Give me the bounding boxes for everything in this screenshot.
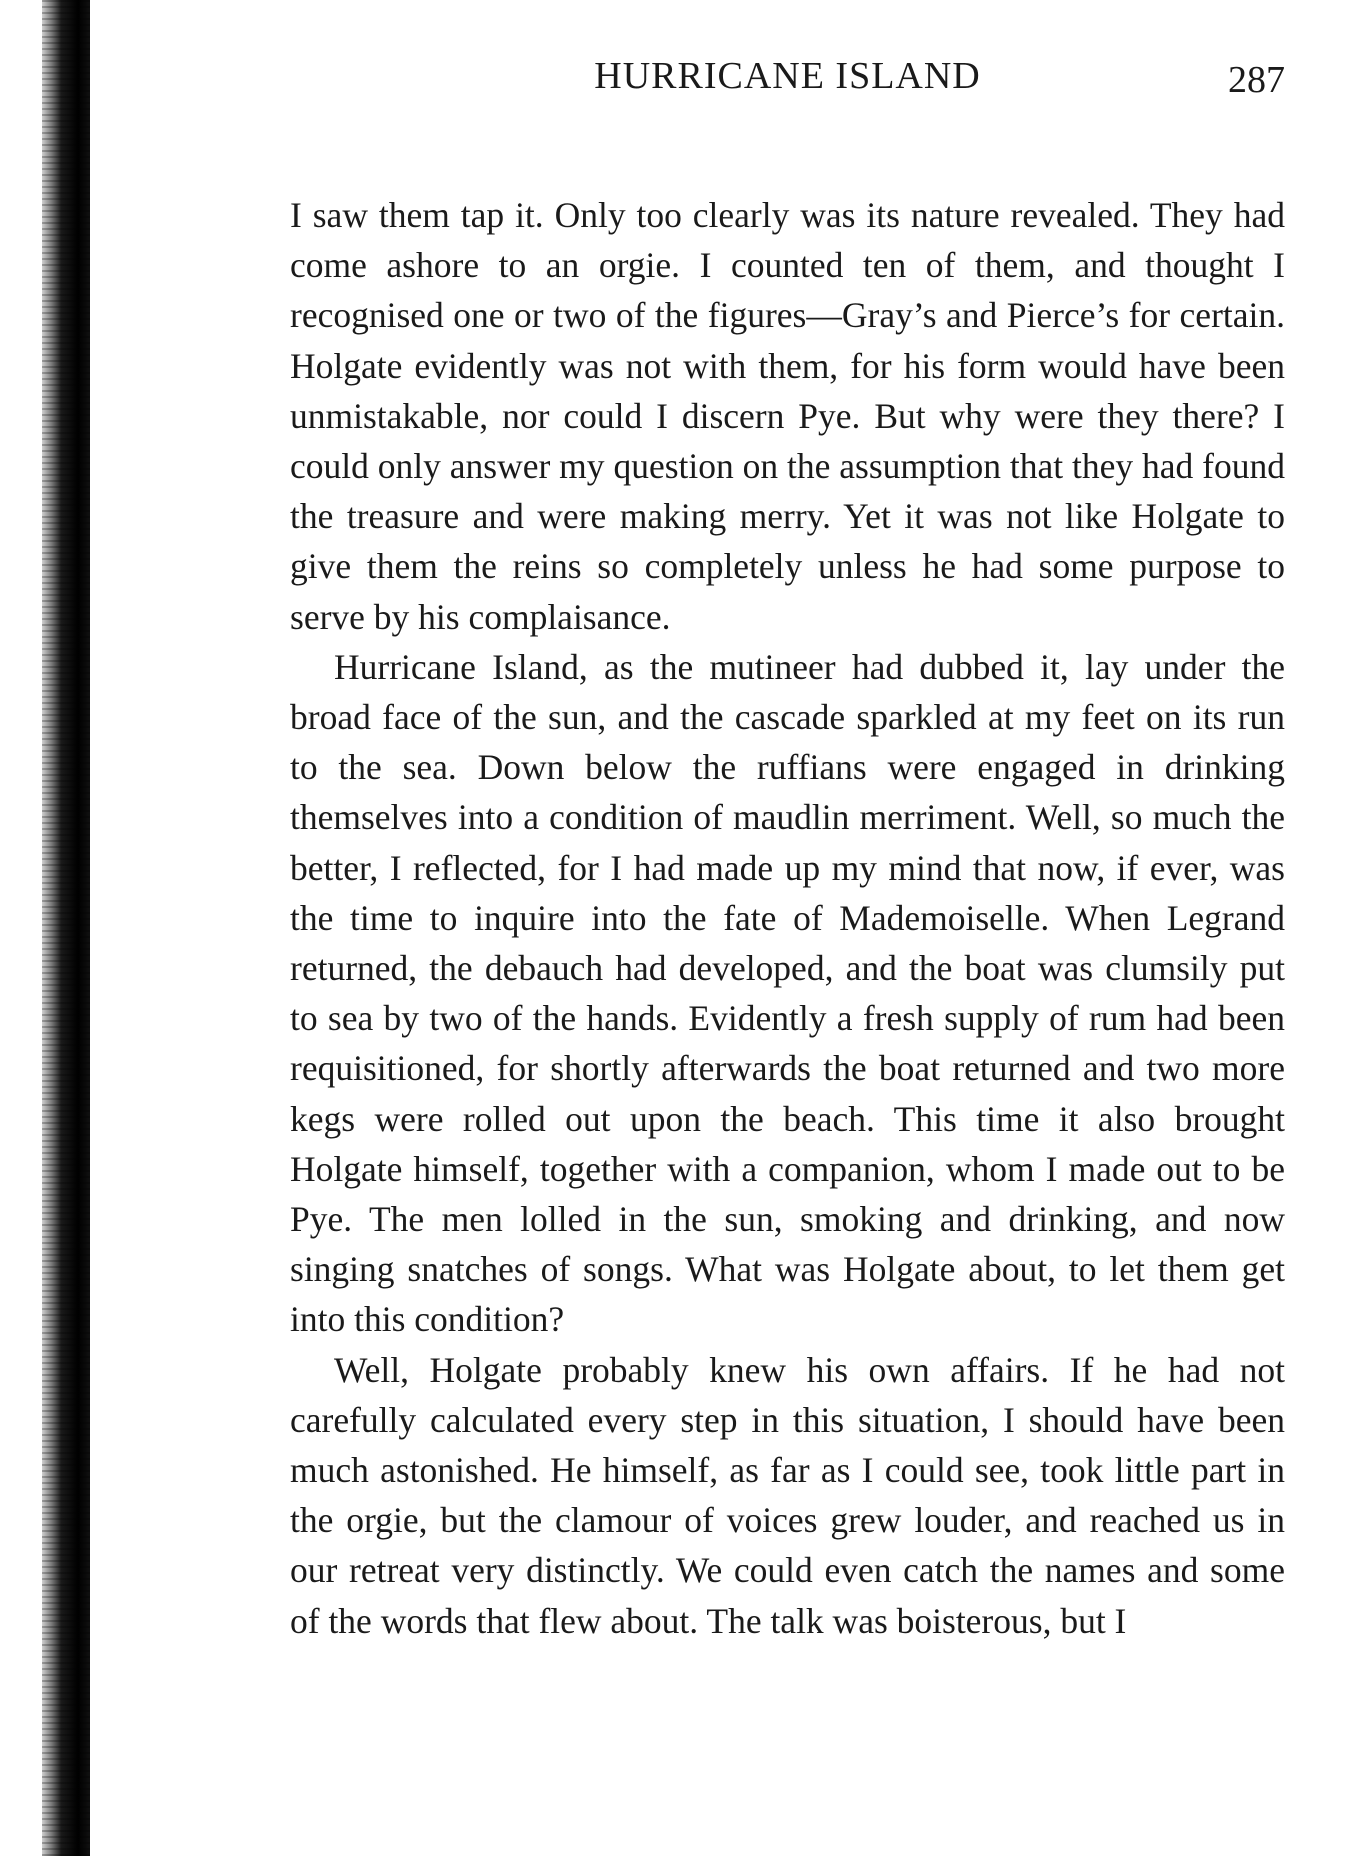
paragraph-3: Well, Holgate probably knew his own affairs. If he had not carefully calculated every step in this situation, I should have been much astonished. He himself, as far as I could see, took little part in the orgie, but the clamour of voices grew louder, and reached us in our retreat very distinctly. We could even catch the names and some of the words that flew about. The talk was boisterous, but I (290, 1349, 1285, 1641)
running-title: HURRICANE ISLAND (594, 55, 981, 97)
book-page (290, 40, 1285, 1830)
body-text (290, 190, 1285, 1646)
running-head (290, 40, 1285, 112)
page-number: 287 (1228, 59, 1285, 101)
book-gutter-shadow (42, 0, 90, 1856)
paragraph-2: Hurricane Island, as the mutineer had dubbed it, lay under the broad face of the sun, and the cascade sparkled at my feet on its run to the sea. Down below the ruffians were engaged in drinking themselves into a condition of maudlin merriment. Well, so much the better, I reflected, for I had made up my mind that now, if ever, was the time to inquire into the fate of Mademoiselle. When Legrand returned, the debauch had developed, and the boat was clumsily put to sea by two of the hands. Evidently a fresh supply of rum had been requisitioned, for shortly afterwards the boat returned and two more kegs were rolled out upon the beach. This time it also brought Holgate himself, together with a companion, whom I made out to be Pye. The men lolled in the sun, smoking and drinking, and now singing snatches of songs. What was Holgate about, to let them get into this condition? (290, 646, 1285, 1340)
paragraph-1: I saw them tap it. Only too clearly was its nature revealed. They had come ashore to an orgie. I counted ten of them, and thought I recognised one or two of the figures—Gray’s and Pierce’s for certain. Holgate evidently was not with them, for his form would have been unmistakable, nor could I discern Pye. But why were they there? I could only answer my question on the assumption that they had found the treasure and were making merry. Yet it was not like Holgate to give them the reins so completely unless he had some purpose to serve by his complaisance. (290, 195, 1285, 637)
